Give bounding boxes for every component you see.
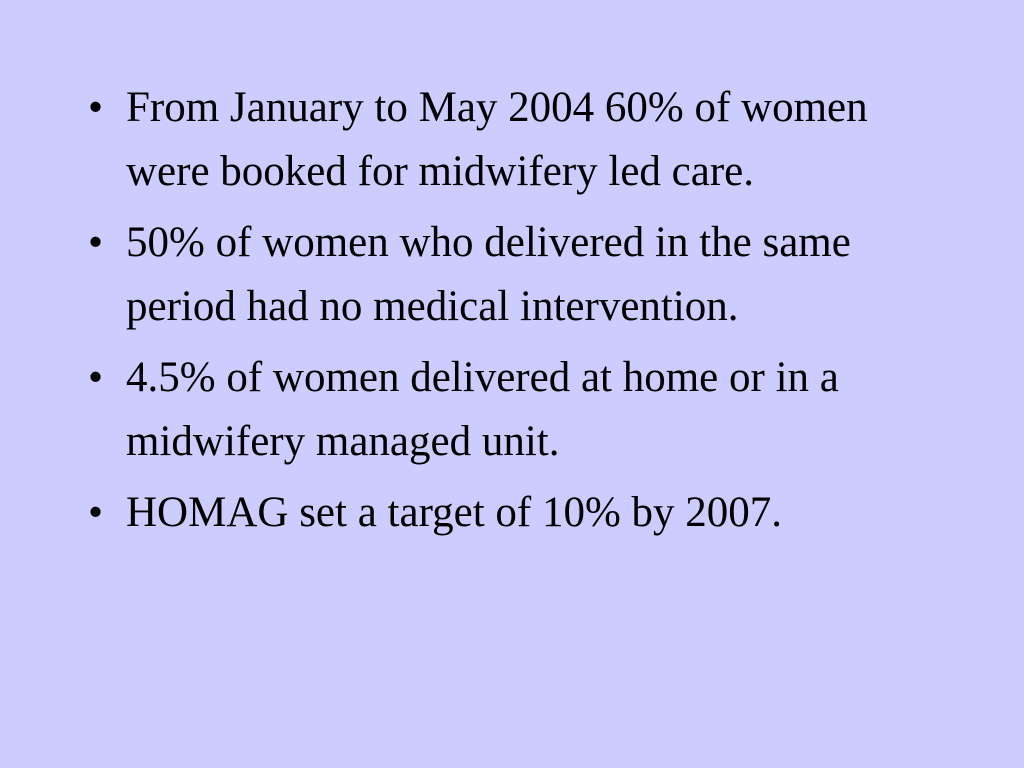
- bullet-icon: •: [88, 489, 104, 536]
- bullet-item-1: [88, 76, 948, 204]
- bullet-text-1: From January to May 2004 60% of women were booked for midwifery led care.: [126, 84, 868, 195]
- bullet-icon: •: [88, 84, 104, 131]
- bullet-item-2: [88, 211, 948, 339]
- bullet-icon: •: [88, 219, 104, 266]
- bullet-text-4: HOMAG set a target of 10% by 2007.: [126, 489, 783, 536]
- bullet-item-3: [88, 346, 948, 474]
- bullet-icon: •: [88, 354, 104, 401]
- bullet-item-4: [88, 481, 948, 545]
- bullet-list: [88, 76, 948, 552]
- bullet-text-3: 4.5% of women delivered at home or in a midwifery managed unit.: [126, 354, 839, 465]
- bullet-text-2: 50% of women who delivered in the same period had no medical intervention.: [126, 219, 851, 330]
